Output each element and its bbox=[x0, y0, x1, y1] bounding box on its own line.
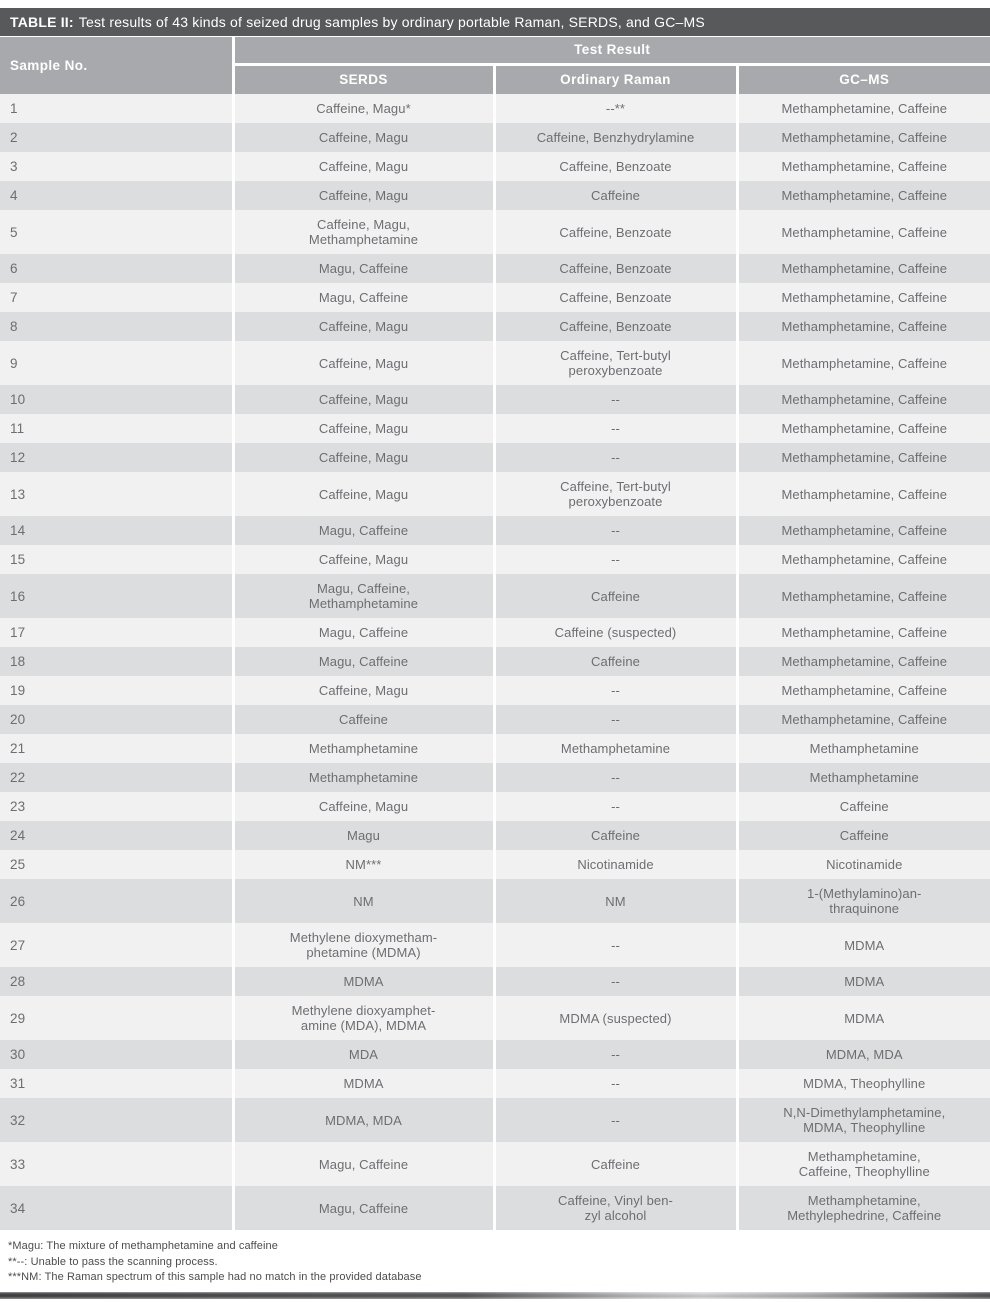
sample-no-cell: 22 bbox=[0, 763, 233, 792]
column-header-test-result: Test Result bbox=[233, 37, 990, 64]
sample-no-cell: 12 bbox=[0, 443, 233, 472]
ordinary-raman-cell: Caffeine, Benzoate bbox=[494, 312, 737, 341]
header-row-group bbox=[0, 37, 990, 64]
serds-cell: Caffeine, Magu bbox=[233, 472, 494, 516]
table-row bbox=[0, 734, 990, 763]
gcms-cell: N,N-Dimethylamphetamine, MDMA, Theophylline bbox=[737, 1098, 990, 1142]
serds-cell: Methamphetamine bbox=[233, 734, 494, 763]
serds-cell: Caffeine bbox=[233, 705, 494, 734]
footnote: **--: Unable to pass the scanning process. bbox=[8, 1255, 218, 1268]
sample-no-cell: 23 bbox=[0, 792, 233, 821]
gcms-cell: Methamphetamine, Caffeine bbox=[737, 618, 990, 647]
gcms-cell: Methamphetamine, Caffeine bbox=[737, 443, 990, 472]
serds-cell: Methylene dioxyamphet- amine (MDA), MDMA bbox=[233, 996, 494, 1040]
serds-cell: Magu, Caffeine bbox=[233, 1142, 494, 1186]
gcms-cell: Methamphetamine, Caffeine bbox=[737, 676, 990, 705]
serds-cell: Caffeine, Magu bbox=[233, 792, 494, 821]
ordinary-raman-cell: -- bbox=[494, 1098, 737, 1142]
ordinary-raman-cell: -- bbox=[494, 385, 737, 414]
table-row bbox=[0, 472, 990, 516]
serds-cell: Caffeine, Magu bbox=[233, 181, 494, 210]
sample-no-cell: 16 bbox=[0, 574, 233, 618]
serds-cell: Caffeine, Magu bbox=[233, 414, 494, 443]
ordinary-raman-cell: -- bbox=[494, 1040, 737, 1069]
table-row bbox=[0, 792, 990, 821]
ordinary-raman-cell: Caffeine bbox=[494, 647, 737, 676]
sample-no-cell: 3 bbox=[0, 152, 233, 181]
table-row bbox=[0, 1098, 990, 1142]
ordinary-raman-cell: Caffeine (suspected) bbox=[494, 618, 737, 647]
sample-no-cell: 6 bbox=[0, 254, 233, 283]
serds-cell: MDA bbox=[233, 1040, 494, 1069]
gcms-cell: Methamphetamine, Caffeine bbox=[737, 705, 990, 734]
ordinary-raman-cell: -- bbox=[494, 443, 737, 472]
gcms-cell: MDMA bbox=[737, 967, 990, 996]
sample-no-cell: 18 bbox=[0, 647, 233, 676]
bottom-gradient-rule bbox=[0, 1292, 990, 1299]
serds-cell: MDMA bbox=[233, 967, 494, 996]
serds-cell: Caffeine, Magu bbox=[233, 312, 494, 341]
gcms-cell: Caffeine bbox=[737, 792, 990, 821]
ordinary-raman-cell: Caffeine bbox=[494, 821, 737, 850]
table-row bbox=[0, 1142, 990, 1186]
ordinary-raman-cell: NM bbox=[494, 879, 737, 923]
ordinary-raman-cell: MDMA (suspected) bbox=[494, 996, 737, 1040]
table-row bbox=[0, 705, 990, 734]
ordinary-raman-cell: Caffeine bbox=[494, 1142, 737, 1186]
serds-cell: Caffeine, Magu bbox=[233, 443, 494, 472]
gcms-cell: Methamphetamine, Caffeine bbox=[737, 210, 990, 254]
gcms-cell: MDMA, MDA bbox=[737, 1040, 990, 1069]
table-row bbox=[0, 123, 990, 152]
sample-no-cell: 26 bbox=[0, 879, 233, 923]
serds-cell: Magu, Caffeine bbox=[233, 647, 494, 676]
table-row bbox=[0, 414, 990, 443]
table-row bbox=[0, 1040, 990, 1069]
sample-no-cell: 9 bbox=[0, 341, 233, 385]
ordinary-raman-cell: -- bbox=[494, 705, 737, 734]
table-body bbox=[0, 94, 990, 1230]
table-title-label: TABLE II: bbox=[10, 14, 74, 30]
results-table bbox=[0, 37, 990, 1230]
column-header-serds: SERDS bbox=[233, 64, 494, 94]
serds-cell: NM*** bbox=[233, 850, 494, 879]
serds-cell: Caffeine, Magu, Methamphetamine bbox=[233, 210, 494, 254]
column-header-sample-no: Sample No. bbox=[0, 37, 233, 94]
serds-cell: Magu, Caffeine bbox=[233, 283, 494, 312]
sample-no-cell: 27 bbox=[0, 923, 233, 967]
sample-no-cell: 20 bbox=[0, 705, 233, 734]
ordinary-raman-cell: -- bbox=[494, 545, 737, 574]
table-row bbox=[0, 879, 990, 923]
serds-cell: Magu, Caffeine bbox=[233, 516, 494, 545]
serds-cell: Caffeine, Magu bbox=[233, 123, 494, 152]
ordinary-raman-cell: Caffeine, Tert-butyl peroxybenzoate bbox=[494, 472, 737, 516]
gcms-cell: Methamphetamine, Caffeine bbox=[737, 181, 990, 210]
footnote: ***NM: The Raman spectrum of this sample had no match in the provided database bbox=[8, 1271, 422, 1283]
column-header-ordinary-raman: Ordinary Raman bbox=[494, 64, 737, 94]
table-row bbox=[0, 574, 990, 618]
serds-cell: Methylene dioxymetham- phetamine (MDMA) bbox=[233, 923, 494, 967]
table-row bbox=[0, 94, 990, 123]
gcms-cell: Caffeine bbox=[737, 821, 990, 850]
ordinary-raman-cell: --** bbox=[494, 94, 737, 123]
table-row bbox=[0, 210, 990, 254]
ordinary-raman-cell: -- bbox=[494, 414, 737, 443]
gcms-cell: Methamphetamine, Caffeine bbox=[737, 574, 990, 618]
table-row bbox=[0, 850, 990, 879]
sample-no-cell: 7 bbox=[0, 283, 233, 312]
serds-cell: Caffeine, Magu bbox=[233, 545, 494, 574]
gcms-cell: Methamphetamine, Caffeine bbox=[737, 94, 990, 123]
gcms-cell: Methamphetamine bbox=[737, 734, 990, 763]
gcms-cell: Methamphetamine, Caffeine bbox=[737, 647, 990, 676]
ordinary-raman-cell: -- bbox=[494, 1069, 737, 1098]
sample-no-cell: 24 bbox=[0, 821, 233, 850]
serds-cell: NM bbox=[233, 879, 494, 923]
gcms-cell: Methamphetamine, Caffeine bbox=[737, 152, 990, 181]
serds-cell: Magu, Caffeine bbox=[233, 254, 494, 283]
table-header bbox=[0, 37, 990, 94]
table-row bbox=[0, 923, 990, 967]
ordinary-raman-cell: -- bbox=[494, 792, 737, 821]
sample-no-cell: 29 bbox=[0, 996, 233, 1040]
table-row bbox=[0, 385, 990, 414]
sample-no-cell: 1 bbox=[0, 94, 233, 123]
gcms-cell: Methamphetamine, Methylephedrine, Caffeine bbox=[737, 1186, 990, 1230]
table-row bbox=[0, 763, 990, 792]
gcms-cell: Nicotinamide bbox=[737, 850, 990, 879]
ordinary-raman-cell: Caffeine, Benzoate bbox=[494, 283, 737, 312]
serds-cell: Caffeine, Magu bbox=[233, 152, 494, 181]
serds-cell: Caffeine, Magu* bbox=[233, 94, 494, 123]
sample-no-cell: 14 bbox=[0, 516, 233, 545]
gcms-cell: Methamphetamine, Caffeine bbox=[737, 254, 990, 283]
gcms-cell: MDMA bbox=[737, 923, 990, 967]
ordinary-raman-cell: Nicotinamide bbox=[494, 850, 737, 879]
ordinary-raman-cell: Caffeine, Vinyl ben- zyl alcohol bbox=[494, 1186, 737, 1230]
table-row bbox=[0, 821, 990, 850]
sample-no-cell: 17 bbox=[0, 618, 233, 647]
serds-cell: Magu bbox=[233, 821, 494, 850]
serds-cell: MDMA, MDA bbox=[233, 1098, 494, 1142]
ordinary-raman-cell: Caffeine bbox=[494, 181, 737, 210]
table-row bbox=[0, 1069, 990, 1098]
table-row bbox=[0, 254, 990, 283]
sample-no-cell: 19 bbox=[0, 676, 233, 705]
table-row bbox=[0, 996, 990, 1040]
sample-no-cell: 34 bbox=[0, 1186, 233, 1230]
ordinary-raman-cell: -- bbox=[494, 967, 737, 996]
gcms-cell: Methamphetamine, Caffeine bbox=[737, 516, 990, 545]
serds-cell: Magu, Caffeine bbox=[233, 1186, 494, 1230]
sample-no-cell: 25 bbox=[0, 850, 233, 879]
ordinary-raman-cell: Caffeine, Benzoate bbox=[494, 152, 737, 181]
table-row bbox=[0, 341, 990, 385]
footnotes bbox=[8, 1239, 990, 1286]
footnote: *Magu: The mixture of methamphetamine and caffeine bbox=[8, 1240, 278, 1252]
table-title bbox=[0, 8, 990, 36]
table-row bbox=[0, 545, 990, 574]
gcms-cell: Methamphetamine, Caffeine bbox=[737, 312, 990, 341]
ordinary-raman-cell: Caffeine, Benzhydrylamine bbox=[494, 123, 737, 152]
serds-cell: MDMA bbox=[233, 1069, 494, 1098]
sample-no-cell: 4 bbox=[0, 181, 233, 210]
gcms-cell: Methamphetamine, Caffeine bbox=[737, 385, 990, 414]
gcms-cell: 1-(Methylamino)an- thraquinone bbox=[737, 879, 990, 923]
gcms-cell: Methamphetamine, Caffeine bbox=[737, 123, 990, 152]
sample-no-cell: 5 bbox=[0, 210, 233, 254]
ordinary-raman-cell: -- bbox=[494, 923, 737, 967]
table-row bbox=[0, 283, 990, 312]
sample-no-cell: 32 bbox=[0, 1098, 233, 1142]
gcms-cell: Methamphetamine, Caffeine bbox=[737, 545, 990, 574]
table-row bbox=[0, 312, 990, 341]
gcms-cell: Methamphetamine, Caffeine bbox=[737, 472, 990, 516]
serds-cell: Caffeine, Magu bbox=[233, 385, 494, 414]
serds-cell: Magu, Caffeine bbox=[233, 618, 494, 647]
sample-no-cell: 31 bbox=[0, 1069, 233, 1098]
column-header-gc-ms: GC–MS bbox=[737, 64, 990, 94]
sample-no-cell: 15 bbox=[0, 545, 233, 574]
sample-no-cell: 21 bbox=[0, 734, 233, 763]
sample-no-cell: 33 bbox=[0, 1142, 233, 1186]
sample-no-cell: 30 bbox=[0, 1040, 233, 1069]
table-row bbox=[0, 618, 990, 647]
gcms-cell: MDMA, Theophylline bbox=[737, 1069, 990, 1098]
ordinary-raman-cell: Caffeine bbox=[494, 574, 737, 618]
table-row bbox=[0, 967, 990, 996]
sample-no-cell: 8 bbox=[0, 312, 233, 341]
gcms-cell: Methamphetamine, Caffeine bbox=[737, 283, 990, 312]
serds-cell: Magu, Caffeine, Methamphetamine bbox=[233, 574, 494, 618]
ordinary-raman-cell: -- bbox=[494, 676, 737, 705]
sample-no-cell: 11 bbox=[0, 414, 233, 443]
gcms-cell: MDMA bbox=[737, 996, 990, 1040]
sample-no-cell: 28 bbox=[0, 967, 233, 996]
ordinary-raman-cell: -- bbox=[494, 516, 737, 545]
table-row bbox=[0, 443, 990, 472]
gcms-cell: Methamphetamine, Caffeine bbox=[737, 341, 990, 385]
table-row bbox=[0, 181, 990, 210]
ordinary-raman-cell: -- bbox=[494, 763, 737, 792]
sample-no-cell: 13 bbox=[0, 472, 233, 516]
serds-cell: Caffeine, Magu bbox=[233, 341, 494, 385]
sample-no-cell: 10 bbox=[0, 385, 233, 414]
table-row bbox=[0, 676, 990, 705]
serds-cell: Methamphetamine bbox=[233, 763, 494, 792]
gcms-cell: Methamphetamine, Caffeine, Theophylline bbox=[737, 1142, 990, 1186]
ordinary-raman-cell: Caffeine, Tert-butyl peroxybenzoate bbox=[494, 341, 737, 385]
sample-no-cell: 2 bbox=[0, 123, 233, 152]
table-row bbox=[0, 152, 990, 181]
table-row bbox=[0, 1186, 990, 1230]
table-title-text: Test results of 43 kinds of seized drug samples by ordinary portable Raman, SERDS, and GC–MS bbox=[78, 14, 705, 30]
ordinary-raman-cell: Caffeine, Benzoate bbox=[494, 254, 737, 283]
gcms-cell: Methamphetamine bbox=[737, 763, 990, 792]
ordinary-raman-cell: Caffeine, Benzoate bbox=[494, 210, 737, 254]
ordinary-raman-cell: Methamphetamine bbox=[494, 734, 737, 763]
gcms-cell: Methamphetamine, Caffeine bbox=[737, 414, 990, 443]
table-row bbox=[0, 647, 990, 676]
serds-cell: Caffeine, Magu bbox=[233, 676, 494, 705]
table-row bbox=[0, 516, 990, 545]
